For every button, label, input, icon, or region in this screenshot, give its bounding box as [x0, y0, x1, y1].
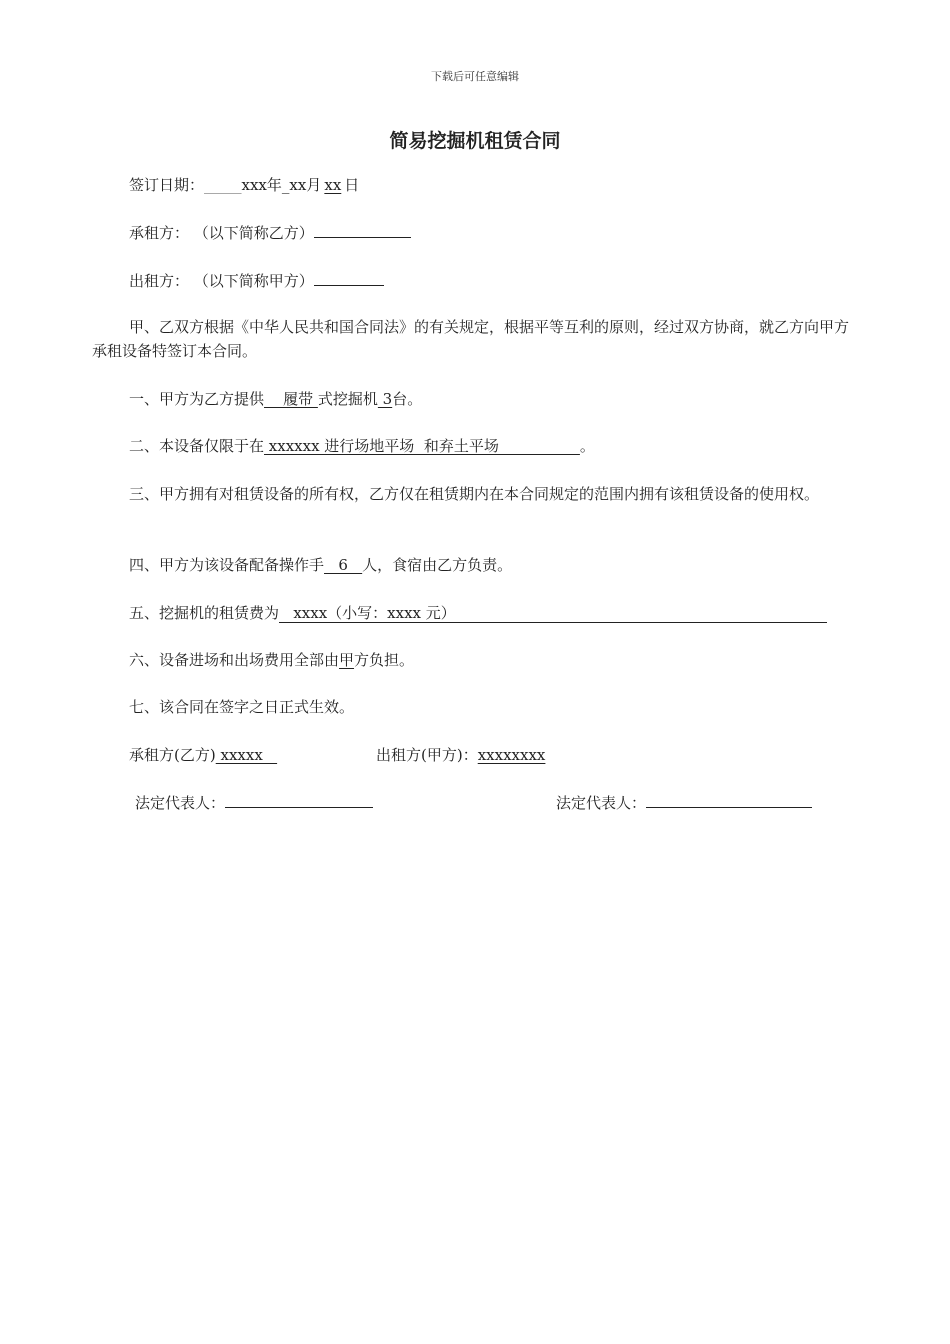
clause-1-type-value: 履带 — [264, 390, 318, 408]
clause-7: 七、该合同在签字之日正式生效。 — [129, 698, 355, 716]
lessee-line — [129, 222, 411, 243]
clause-1-qty-value: 3 — [377, 390, 393, 408]
clause-2 — [129, 436, 595, 456]
clause-4-qty-value: 6 — [324, 556, 363, 574]
clause-5-prefix: 五、挖掘机的租赁费为 — [129, 604, 280, 622]
document-title: 简易挖掘机租赁合同 — [389, 130, 561, 152]
clause-5-fee-field — [279, 605, 827, 623]
sign-date-label: 签订日期： — [129, 176, 205, 194]
signature-rep-label-right: 法定代表人： — [556, 794, 647, 812]
sign-date-month-label: 月 — [306, 176, 322, 194]
sign-date-month-value: xx — [289, 176, 307, 194]
clause-1-middle: 式挖掘机 — [317, 390, 378, 408]
lessee-label: 承租方： — [129, 224, 190, 242]
signature-parties-left — [129, 745, 277, 765]
lessee-name-blank — [314, 222, 411, 238]
signature-rep-left — [135, 792, 373, 813]
clause-4 — [129, 555, 512, 575]
intro-paragraph: 甲、乙双方根据《中华人民共和国合同法》的有关规定，根据平等互利的原则，经过双方协商，就乙方向甲方承租设备特签订本合同。 — [92, 318, 850, 360]
clause-1-prefix: 一、甲方为乙方提供 — [129, 390, 265, 408]
clause-1-suffix: 台。 — [392, 390, 423, 408]
lessor-name-blank — [314, 270, 384, 286]
signature-rep-blank-left — [225, 792, 373, 808]
signature-rep-label-left: 法定代表人： — [135, 794, 226, 812]
signature-rep-right — [556, 792, 812, 813]
signature-parties-right — [376, 745, 545, 765]
clause-5-fee-value: xxxx（小写：xxxx 元） — [279, 604, 456, 622]
sign-date-day-value: xx — [324, 176, 342, 194]
clause-2-scope-value: xxxxxx 进行场地平场 和弃土平场 — [264, 437, 580, 455]
lessor-note: （以下简称甲方） — [193, 272, 314, 290]
lessor-line — [129, 270, 384, 291]
clause-6-prefix: 六、设备进场和出场费用全部由 — [129, 651, 340, 669]
sign-date-lead-blank: _____ — [204, 176, 242, 194]
lessor-label: 出租方： — [129, 272, 190, 290]
clause-4-suffix: 人，食宿由乙方负责。 — [362, 556, 513, 574]
clause-1 — [129, 389, 422, 409]
signature-lessee-label: 承租方(乙方) — [129, 746, 216, 764]
header-note: 下载后可任意编辑 — [431, 70, 519, 83]
clause-4-prefix: 四、甲方为该设备配备操作手 — [129, 556, 325, 574]
sign-date-line — [129, 175, 359, 195]
signature-rep-blank-right — [646, 792, 812, 808]
clause-2-suffix: 。 — [579, 437, 595, 455]
signature-lessor-label: 出租方(甲方)： — [376, 746, 478, 764]
clause-6-party-value: 甲 — [339, 651, 355, 669]
lessee-note: （以下简称乙方） — [193, 224, 314, 242]
sign-date-month-prefix: _ — [281, 176, 290, 194]
signature-lessee-value: xxxxx — [215, 746, 278, 764]
clause-2-prefix: 二、本设备仅限于在 — [129, 437, 265, 455]
sign-date-day-label: 日 — [344, 176, 360, 194]
clause-5 — [129, 603, 827, 623]
clause-6-suffix: 方负担。 — [354, 651, 415, 669]
clause-3: 三、甲方拥有对租赁设备的所有权，乙方仅在租赁期内在本合同规定的范围内拥有该租赁设备的使用权。 — [129, 485, 820, 503]
signature-lessor-value: xxxxxxxx — [477, 746, 546, 764]
clause-6 — [129, 650, 414, 670]
sign-date-year-label: 年 — [266, 176, 282, 194]
sign-date-year-value: xxx — [241, 176, 267, 194]
